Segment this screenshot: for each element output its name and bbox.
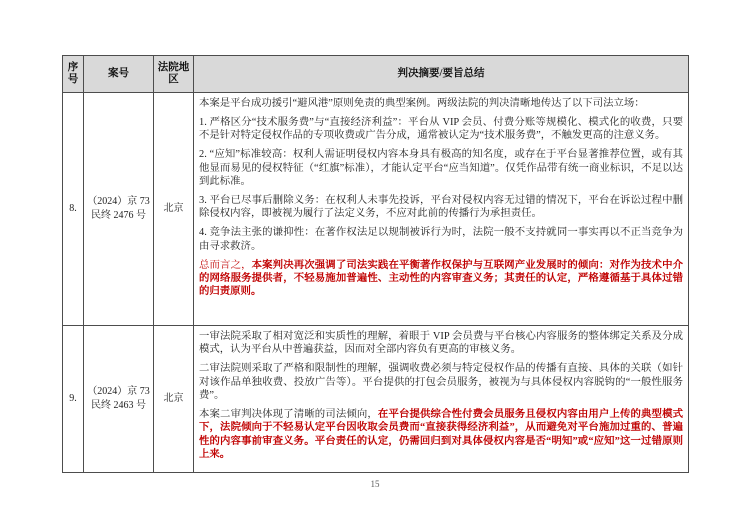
court-region-cell: 北京 xyxy=(154,326,194,473)
row-index-cell: 8. xyxy=(63,93,84,326)
conclusion-emphasis: 本案判决再次强调了司法实践在平衡著作权保护与互联网产业发展时的倾向：对作为技术中介的网络服务提供者，不轻易施加普遍性、主动性的内容审查义务；其责任的认定，严格遵循基于具体过错的归责原则。 xyxy=(199,259,683,298)
summary-cell xyxy=(194,93,689,326)
tendency-emphasis: 在平台提供综合性付费会员服务且侵权内容由用户上传的典型模式下，法院倾向于不轻易认定平台因收取会员费而“直接获得经济利益”，从而避免对平台施加过重的、普遍性的内容事前审查义务。平台责任的认定，仍需回归到对具体侵权内容是否“明知”或“应知”这一过错原则上来。 xyxy=(199,409,683,461)
table-row xyxy=(63,326,689,473)
summary-paragraph-conclusion xyxy=(199,259,683,299)
row-index-cell: 9. xyxy=(63,326,84,473)
case-number-cell: （2024）京 73 民终 2476 号 xyxy=(84,93,154,326)
header-cell-summary: 判决摘要/要旨总结 xyxy=(194,56,689,93)
summary-paragraph-intro: 本案是平台成功援引“避风港”原则免责的典型案例。两级法院的判决清晰地传达了以下司法立场： xyxy=(199,98,645,109)
tendency-lead: 本案二审判决体现了清晰的司法倾向， xyxy=(199,409,378,421)
court-region-cell: 北京 xyxy=(154,93,194,326)
conclusion-lead: 总而言之， xyxy=(199,259,252,271)
summary-paragraph-first-instance: 一审法院采取了相对宽泛和实质性的理解，着眼于 VIP 会员费与平台核心内容服务的整体绑定关系及分成模式，认为平台从中普遍获益，因而对全部内容负有更高的审核义务。 xyxy=(199,331,683,356)
table-row xyxy=(63,93,689,326)
summary-paragraph-point1: 1. 严格区分“技术服务费”与“直接经济利益”：平台从 VIP 会员、付费分账等规模化、模式化的收费，只要不是针对特定侵权作品的专项收费或广告分成，通常被认定为“技术服务费”，不触发更高的注意义务。 xyxy=(199,116,683,142)
summary-paragraph-point2: 2. “应知”标准较高：权利人需证明侵权内容本身具有极高的知名度，或存在于平台显著推荐位置，或有其他显而易见的侵权特征（“红旗”标准），才能认定平台“应当知道”。仅凭作品带有统一商业标识，不足以达到此标准。 xyxy=(199,149,683,188)
case-number-cell: （2024）京 73 民终 2463 号 xyxy=(84,326,154,473)
summary-paragraph-second-instance: 二审法院则采取了严格和限制性的理解，强调收费必须与特定侵权作品的传播有直接、具体的关联（如针对该作品单独收费、投放广告等）。平台提供的打包会员服务，被视为与具体侵权内容脱钩的“一般性服务费”。 xyxy=(199,363,683,402)
summary-paragraph-tendency xyxy=(199,408,683,462)
summary-paragraph-point4: 4. 竞争法主张的谦抑性：在著作权法足以规制被诉行为时，法院一般不支持就同一事实再以不正当竞争为由寻求救济。 xyxy=(199,227,683,252)
summary-paragraph-point3: 3. 平台已尽事后删除义务：在权利人未事先投诉，平台对侵权内容无过错的情况下，平台在诉讼过程中删除侵权内容，即被视为履行了法定义务，不应对此前的传播行为承担责任。 xyxy=(199,194,683,220)
page-number: 15 xyxy=(370,479,380,489)
header-cell-region: 法院地区 xyxy=(154,56,194,93)
table-header-row xyxy=(63,56,689,93)
header-cell-case-no: 案号 xyxy=(84,56,154,93)
judgment-summary-table xyxy=(62,55,689,473)
summary-cell xyxy=(194,326,689,473)
header-cell-index: 序号 xyxy=(63,56,84,93)
